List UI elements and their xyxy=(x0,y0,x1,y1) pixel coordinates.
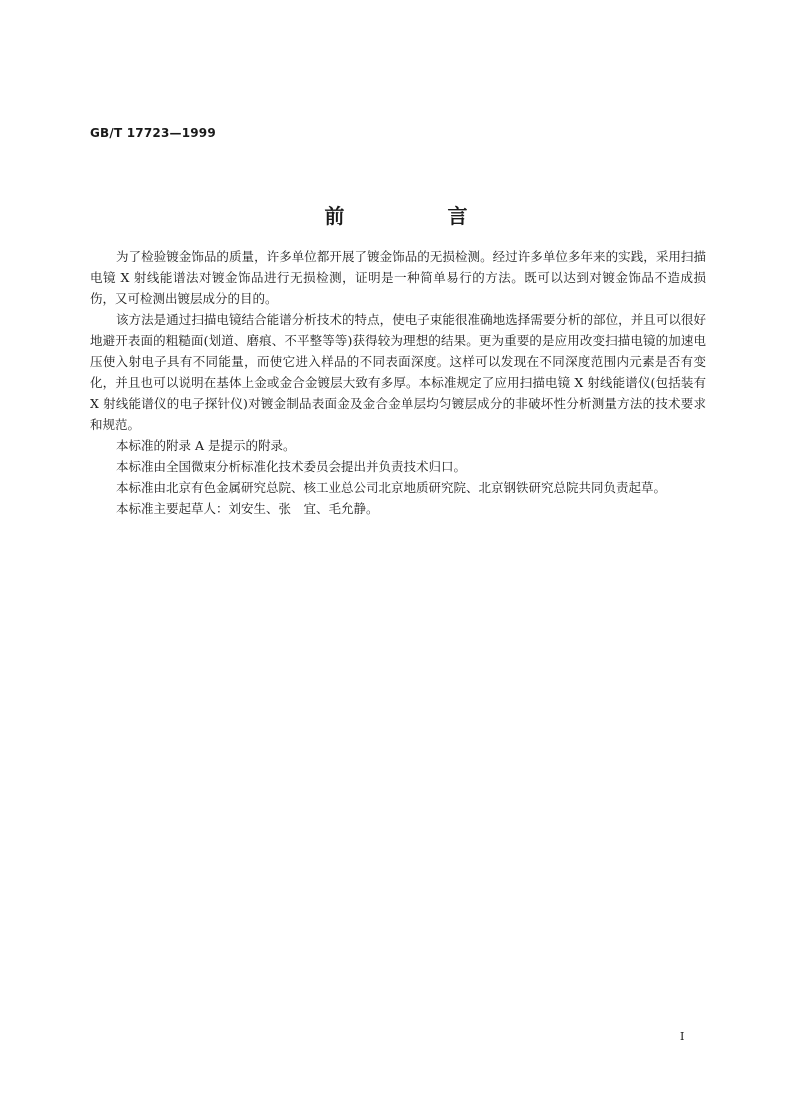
page-number: I xyxy=(680,1030,685,1043)
paragraph-proposer: 本标准由全国微束分析标准化技术委员会提出并负责技术归口。 xyxy=(116,459,467,474)
paragraph-purpose: 为了检验镀金饰品的质量，许多单位都开展了镀金饰品的无损检测。经过许多单位多年来的实践，采用扫描电镜 X 射线能谱法对镀金饰品进行无损检测，证明是一种简单易行的方法。既可以达到对镀金饰品不造成损伤，又可检测出镀层成分的目的。 xyxy=(90,249,706,306)
page-title: 前 言 xyxy=(324,204,516,228)
standard-code: GB/T 17723—1999 xyxy=(90,126,216,140)
paragraph-appendix: 本标准的附录 A 是提示的附录。 xyxy=(116,438,296,453)
paragraph-method: 该方法是通过扫描电镜结合能谱分析技术的特点，使电子束能很准确地选择需要分析的部位，并且可以很好地避开表面的粗糙面(划道、磨痕、不平整等等)获得较为理想的结果。更为重要的是应用改变扫描电镜的加速电压使入射电子具有不同能量，而使它进入样品的不同表面深度。这样可以发现在不同深度范围内元素是否有变化，并且也可以说明在基体上金或金合金镀层大致有多厚。本标准规定了应用扫描电镜 X 射线能谱仪(包括装有 X 射线能谱仪的电子探针仪)对镀金制品表面金及金合金单层均匀镀层成分的非破坏性分析测量方法的技术要求和规范。 xyxy=(90,312,706,432)
paragraph-drafters: 本标准主要起草人：刘安生、张 宜、毛允静。 xyxy=(116,501,379,516)
paragraph-drafters-org: 本标准由北京有色金属研究总院、核工业总公司北京地质研究院、北京钢铁研究总院共同负责起草。 xyxy=(116,480,667,495)
foreword-body xyxy=(90,246,706,519)
